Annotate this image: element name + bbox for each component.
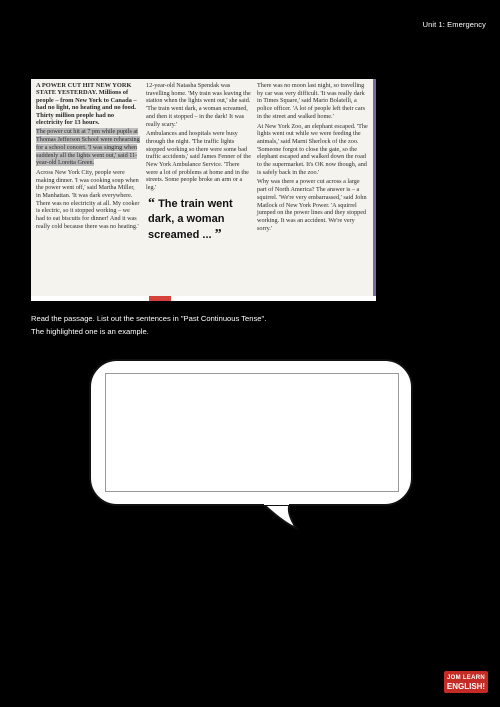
passage-column-2: [146, 82, 251, 243]
passage-paragraph: Ambulances and hospitals were busy through the night. 'The traffic lights stopped working so there were some bad traffic accidents,' said James Fenner of the New York Ambulance Service. 'There were a lot of problems at home and in the streets. Some people broke an arm or a leg.': [146, 130, 251, 192]
instruction-line-2: The highlighted one is an example.: [31, 327, 149, 336]
passage-column-1: [36, 82, 140, 233]
pull-quote: [146, 196, 251, 243]
logo: [444, 671, 488, 693]
passage-paragraph: There was no moon last night, so travelling by car was very difficult. 'It was really dark in Times Square,' said Mario Bolatelli, a police officer. 'A lot of people left their cars in the street and walked home.': [257, 82, 366, 120]
passage-column-3: [257, 82, 369, 234]
answer-box[interactable]: [105, 373, 399, 492]
passage-headline: A POWER CUT HIT NEW YORK STATE YESTERDAY. Millions of people – from New York to Canada – had no light, no heating and no food. Thirty million people had no electricity for 13 hours.: [36, 82, 137, 127]
logo-line-1: JOM LEARN: [446, 675, 486, 681]
passage-paragraph: At New York Zoo, an elephant escaped. 'The lights went out while we were feeding the animals,' said Marni Sherlock of the zoo. 'Someone forgot to close the gate, so the elephant escaped and walked down the road to the supermarket. It's OK now though, and is safely back in the zoo.': [257, 122, 368, 176]
passage-paragraph: 12-year-old Natasha Spendak was travelling home. 'My train was leaving the station when the lights went out,' she said. 'The train went dark, a woman screamed, and then it stopped – in the dark! It was really scary.': [146, 82, 251, 128]
footer-red-mark: [149, 296, 171, 301]
pull-quote-text: The train went dark, a woman screamed ...: [148, 197, 233, 241]
passage-footer-strip: [31, 296, 376, 301]
passage-paragraph-highlighted: [36, 128, 140, 167]
open-quote-icon: “: [148, 195, 155, 211]
speech-bubble: [89, 359, 413, 506]
passage-paragraph: Why was there a power cut across a large part of North America? The answer is – a squirrel. 'We're very embarrassed,' said John Matlock of New York Power. 'A squirrel jumped on the power lines and they stopped working. It was an accident. We're very sorry.': [257, 178, 367, 232]
close-quote-icon: ”: [214, 226, 222, 242]
passage-paragraph: Across New York City, people were making dinner. 'I was cooking soup when the power went off,' said Martha Miller, in Manhattan. 'It was dark everywhere. There was no electricity at all. My cooker is electric, so it stopped working – we had to eat biscuits for dinner! And it was really cold because there was no heating.': [36, 168, 140, 230]
instruction-line-1: Read the passage. List out the sentences in "Past Continuous Tense".: [31, 314, 267, 323]
logo-line-2: ENGLISH!: [446, 682, 486, 691]
unit-label: Unit 1: Emergency: [422, 20, 486, 29]
instruction: [31, 312, 266, 338]
reading-passage: [31, 79, 376, 301]
page-edge-strip: [373, 79, 376, 301]
highlighted-example: The power cut hit at 7 pm while pupils at Thomas Jefferson School were rehearsing for a school concert. 'I was singing when suddenly all the lights went out,' said 11-year-old Loretta Green.: [36, 128, 140, 167]
